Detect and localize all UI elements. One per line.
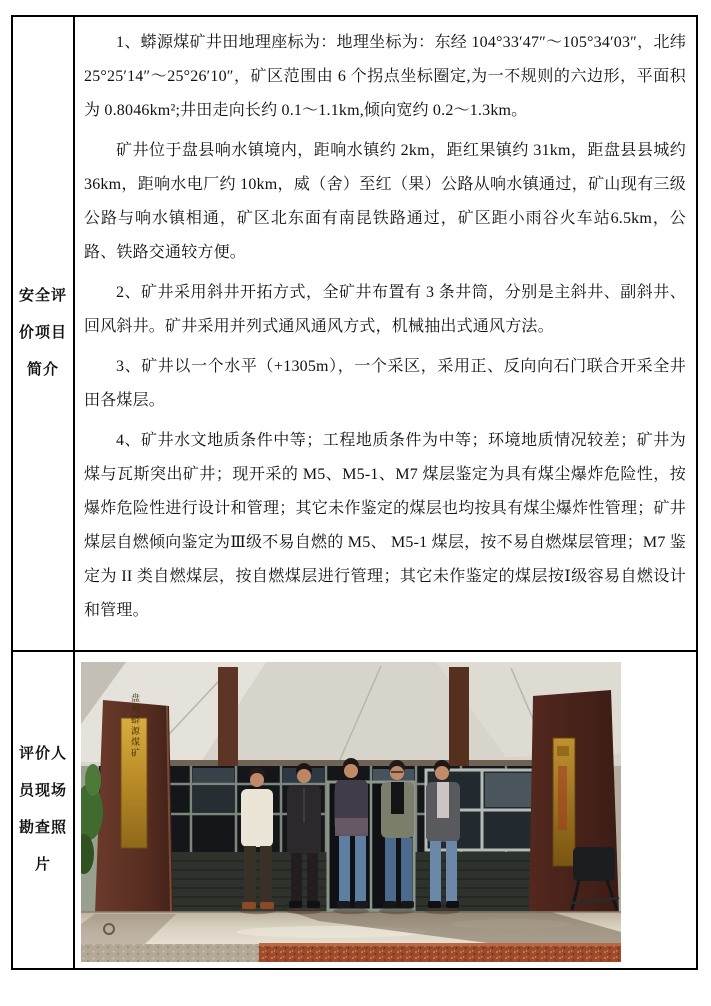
table-row-site-photo [13, 652, 696, 968]
site-survey-photo [81, 662, 621, 962]
canopy-post-left [218, 667, 238, 780]
row-header-line: 片 [34, 857, 51, 873]
review-table [11, 15, 698, 970]
paragraph-mining-level: 3、矿井以一个水平（+1305m），一个采区，采用正、反向向石门联合开采全井田各煤层。 [84, 358, 686, 409]
row-header-line: 简介 [26, 362, 59, 378]
left-pillar [95, 692, 173, 914]
row-header-line: 勘查照 [18, 820, 67, 836]
site-photo-cell [75, 652, 696, 968]
paragraph-development: 2、矿井采用斜井开拓方式，全矿井布置有 3 条井筒，分别是主斜井、副斜井、回风斜井。矿井采用并列式通风通风方式，机械抽出式通风方法。 [84, 284, 686, 335]
row-header-line: 价项目 [18, 325, 67, 341]
step-edge [81, 943, 621, 962]
paragraph-location: 矿井位于盘县响水镇境内，距响水镇约 2km，距红果镇约 31km，距盘县县城约36km，距响水电厂约 10km，威（舍）至红（果）公路从响水镇通过，矿山现有三级公路与响水镇相通，矿区北东面有南昆铁路通过，矿区距小雨谷火车站6.5km，公路、铁路交通较方便。 [84, 142, 686, 261]
table-row-project-intro [13, 17, 696, 652]
canopy-post-right [449, 667, 469, 780]
mine-name-plaque-text: 盘州蟒源煤矿 [129, 693, 139, 759]
row-header-project-intro [13, 17, 75, 650]
row-header-line: 安全评 [18, 288, 67, 304]
project-intro-content [75, 17, 696, 650]
paragraph-geology-safety: 4、矿井水文地质条件中等；工程地质条件为中等；环境地质情况较差；矿井为煤与瓦斯突出矿井；现开采的 M5、M5-1、M7 煤层鉴定为具有煤尘爆炸危险性，按爆炸危险性进行设计和管理；其它未作鉴定的煤层也均按具有煤尘爆炸性管理；矿井煤层自燃倾向鉴定为Ⅲ级不易自燃的 M5、 M5-1 煤层，按不易自燃煤层管理；M7 鉴定为 II 类自燃煤层，按自燃煤层进行管理；其它未作鉴定的煤层按Ⅰ级容易自燃设计和管理。 [84, 432, 686, 619]
row-header-line: 评价人 [18, 746, 67, 762]
row-header-site-photo [13, 652, 75, 968]
row-header-line: 员现场 [18, 783, 67, 799]
paragraph-geography: 1、蟒源煤矿井田地理座标为：地理坐标为：东经 104°33′47″～105°34′03″，北纬 25°25′14″～25°26′10″，矿区范围由 6 个拐点坐标圈定,为一不规则的六边形，平面积为 0.8046km²;井田走向长约 0.1～1.1km,倾向宽约 0.2～1.3km。 [84, 34, 686, 119]
